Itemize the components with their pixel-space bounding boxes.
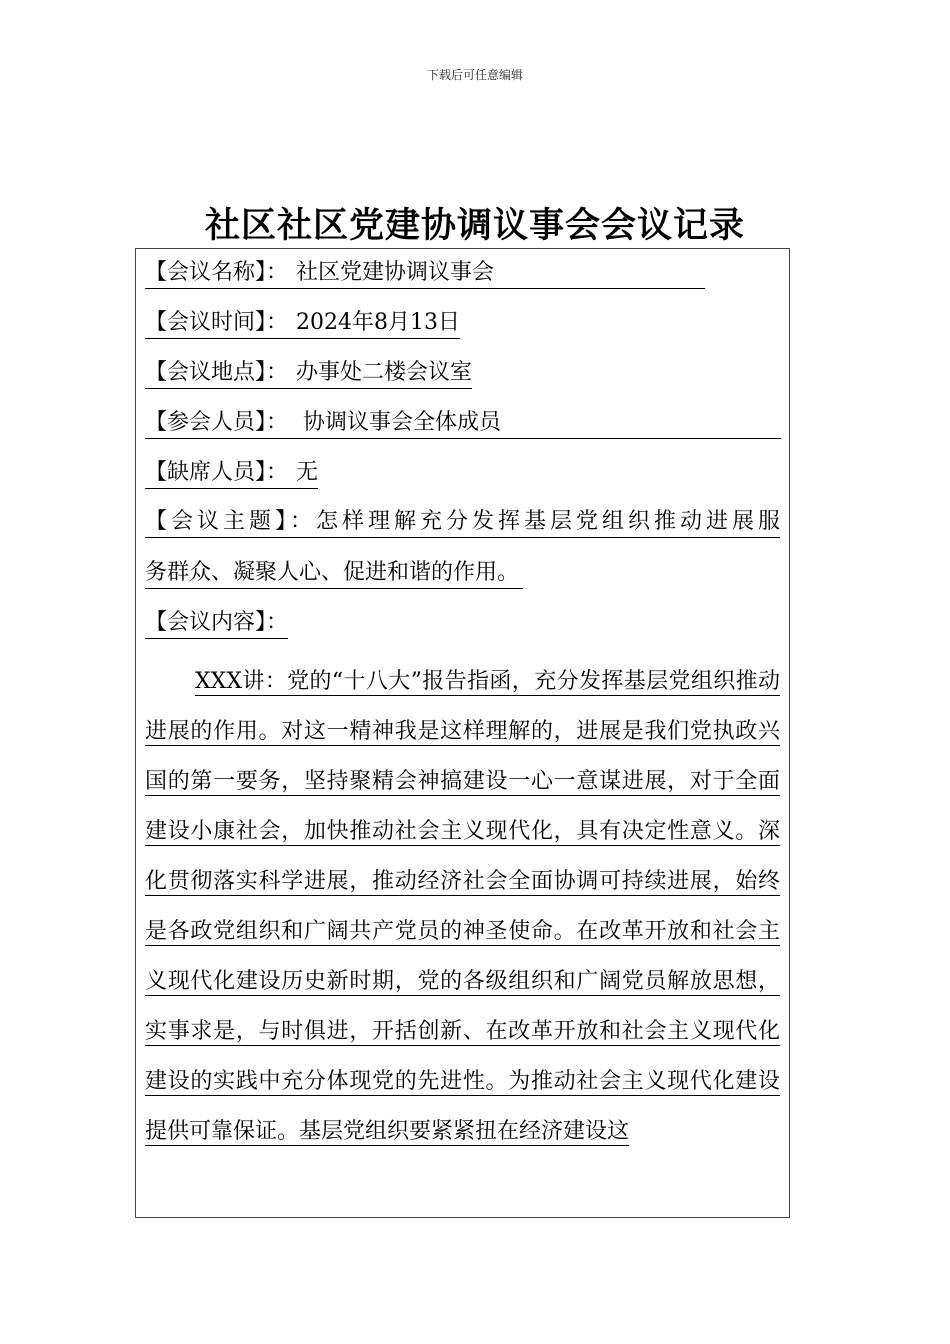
- field-value: 协调议事会全体成员: [296, 410, 502, 435]
- header-note: 下载后可任意编辑: [426, 68, 523, 82]
- topic-text-2: 务群众、凝聚人心、促进和谐的作用。: [145, 558, 523, 589]
- field-value: 办事处二楼会议室: [296, 360, 473, 385]
- meeting-content: [145, 657, 780, 1157]
- field-label: 【会议名称】：: [145, 260, 289, 285]
- field-label: 【会议时间】：: [145, 310, 289, 335]
- field-value: 社区党建协调议事会: [296, 260, 495, 285]
- meeting-record-box: [135, 248, 790, 1218]
- field-value: 2024年8月13日: [296, 310, 460, 335]
- field-label: 【缺席人员】：: [145, 460, 289, 485]
- field-attendees: [145, 408, 781, 439]
- field-meeting-name: [145, 258, 705, 289]
- field-label: 【会议地点】：: [145, 360, 289, 385]
- field-label: 【会议主题】：: [145, 509, 316, 534]
- field-label: 【参会人员】：: [145, 410, 289, 435]
- field-content-label: 【会议内容】：: [145, 608, 288, 639]
- field-meeting-time: [145, 308, 460, 339]
- content-text: XXX讲：党的“十八大”报告指函，充分发挥基层党组织推动进展的作用。对这一精神我是这样理解的，进展是我们党执政兴国的第一要务，坚持聚精会神搞建设一心一意谋进展，对于全面建设小康社会，加快推动社会主义现代化，具有决定性意义。深化贯彻落实科学进展，推动经济社会全面协调可持续进展，始终是各政党组织和广阔共产党员的神圣使命。在改革开放和社会主义现代化建设历史新时期，党的各级组织和广阔党员解放思想，实事求是，与时俱进，开括创新、在改革开放和社会主义现代化建设的实践中充分体现党的先进性。为推动社会主义现代化建设提供可靠保证。基层党组织要紧紧扭在经济建设这: [145, 669, 780, 1144]
- document-title: 社区社区党建协调议事会会议记录: [204, 205, 745, 246]
- topic-text-1: 怎样理解充分发挥基层党组织推动进展服: [316, 509, 780, 534]
- topic-line-1: [145, 507, 780, 538]
- field-meeting-topic: [145, 507, 780, 609]
- field-meeting-place: [145, 358, 472, 389]
- field-value: 无: [296, 460, 319, 485]
- field-absent: [145, 458, 318, 489]
